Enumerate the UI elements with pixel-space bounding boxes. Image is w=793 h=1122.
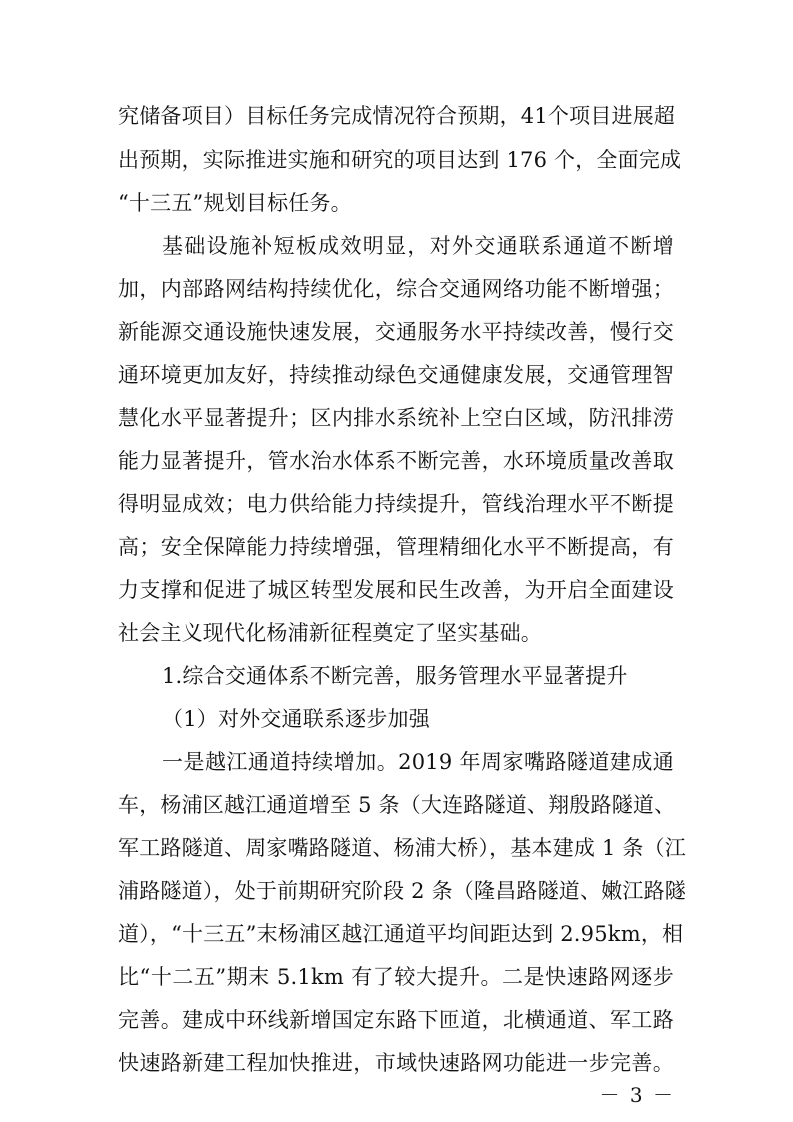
body-text-line: “十三五”规划目标任务。	[118, 191, 352, 215]
body-text-line: 高；安全保障能力持续增强，管理精细化水平不断提高，有	[118, 535, 674, 559]
body-text-line: 军工路隧道、周家嘴路隧道、杨浦大桥），基本建成 1 条（江	[118, 836, 687, 860]
body-text-line: 完善。建成中环线新增国定东路下匝道，北横通道、军工路	[118, 1008, 674, 1032]
body-text-line: 浦路隧道），处于前期研究阶段 2 条（隆昌路隧道、嫩江路隧	[118, 879, 687, 903]
page-number: － 3 －	[599, 1083, 675, 1107]
body-text-line: 通环境更加友好，持续推动绿色交通健康发展，交通管理智	[118, 363, 674, 387]
body-text-line: 究储备项目）目标任务完成情况符合预期，41个项目进展超	[118, 104, 676, 128]
body-text-line: 加，内部路网结构持续优化，综合交通网络功能不断增强；	[118, 277, 674, 301]
paragraph-first-line: 一是越江通道持续增加。2019 年周家嘴路隧道建成通	[162, 750, 674, 774]
body-text-line: 力支撑和促进了城区转型发展和民生改善，为开启全面建设	[118, 578, 674, 602]
body-text-line: 新能源交通设施快速发展，交通服务水平持续改善，慢行交	[118, 320, 674, 344]
body-text-line: 车，杨浦区越江通道增至 5 条（大连路隧道、翔殷路隧道、	[118, 793, 676, 817]
subsection-heading: （1）对外交通联系逐步加强	[162, 707, 430, 731]
body-text-line: 得明显成效；电力供给能力持续提升，管线治理水平不断提	[118, 492, 674, 516]
body-text-line: 快速路新建工程加快推进，市域快速路网功能进一步完善。	[118, 1051, 674, 1075]
body-text-line: 能力显著提升，管水治水体系不断完善，水环境质量改善取	[118, 449, 674, 473]
body-text-line: 社会主义现代化杨浦新征程奠定了坚实基础。	[118, 621, 542, 645]
section-heading: 1.综合交通体系不断完善，服务管理水平显著提升	[162, 664, 628, 688]
body-text-line: 出预期，实际推进实施和研究的项目达到 176 个，全面完成	[118, 148, 682, 172]
body-text-line: 道），“十三五”末杨浦区越江通道平均间距达到 2.95km，相	[118, 922, 684, 946]
body-text-line: 比“十二五”期末 5.1km 有了较大提升。二是快速路网逐步	[118, 965, 674, 989]
paragraph-first-line: 基础设施补短板成效明显，对外交通联系通道不断增	[162, 234, 674, 258]
body-text-line: 慧化水平显著提升；区内排水系统补上空白区域，防汛排涝	[118, 406, 674, 430]
